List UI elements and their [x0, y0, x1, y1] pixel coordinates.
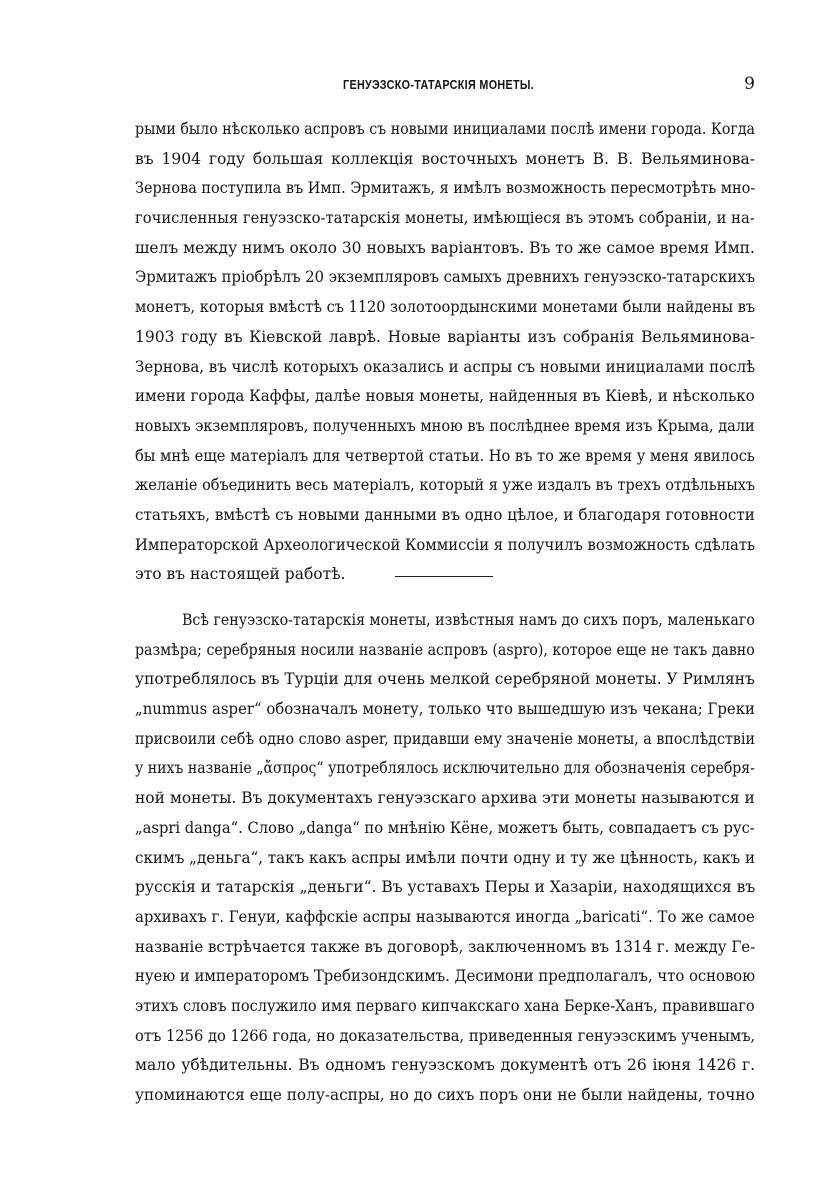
text-line: скимъ „деньга“, такъ какъ аспры имѣли почти одну и ту же цѣнность, какъ и [135, 848, 755, 867]
text-line: размѣра; серебряныя носили названіе аспровъ (asprо), которое еще не такъ давно [135, 640, 755, 659]
text-line: этихъ словъ послужило имя перваго кипчакскаго хана Берке-Ханъ, правившаго [135, 996, 755, 1015]
text-line: архивахъ г. Генуи, каффскіе аспры называются иногда „baricati“. То же самое [135, 907, 755, 926]
text-line: 1903 году въ Кіевской лаврѣ. Новые варіанты изъ собранія Вельяминова- [135, 327, 755, 346]
text-line: гочисленныя генуэзско-татарскія монеты, имѣющіеся въ этомъ собраніи, и на- [135, 209, 755, 228]
text-line: шелъ между нимъ около 30 новыхъ варіантовъ. Въ то же самое время Имп. [135, 238, 755, 257]
paragraph-2 [135, 606, 755, 1111]
text-line: мало убѣдительны. Въ одномъ генуэзскомъ документѣ отъ 26 іюня 1426 г. [135, 1056, 755, 1075]
text-line: Зернова поступила въ Имп. Эрмитажъ, я имѣлъ возможность пересмотрѣть мно- [135, 179, 755, 198]
text-line: это въ настоящей работѣ. [135, 565, 346, 584]
text-line: названіе встрѣчается также въ договорѣ, заключенномъ въ 1314 г. между Ге- [135, 937, 755, 956]
page-header [135, 66, 755, 106]
text-line: Всѣ генуэзско-татарскія монеты, извѣстныя намъ до сихъ поръ, маленькаго [182, 611, 755, 629]
text-line: Императорской Археологической Коммиссіи я получилъ возможность сдѣлать [135, 535, 755, 554]
text-line: рыми было нѣсколько аспровъ съ новыми инициалами послѣ имени города. Когда [135, 120, 755, 138]
text-line: Эрмитажъ пріобрѣлъ 20 экземпляровъ самыхъ древнихъ генуэзско-татарскихъ [135, 268, 755, 287]
text-line: „nummus asper“ обозначалъ монету, только что вышедшую изъ чекана; Греки [135, 700, 755, 719]
text-line: у нихъ названіе „ἄσπρος“ употреблялось исключительно для обозначенія серебря- [135, 759, 755, 778]
text-line: новыхъ экземпляровъ, полученныхъ мною въ послѣднее время изъ Крыма, дали [135, 416, 755, 435]
text-line: желаніе объединить весь матеріалъ, который я уже издалъ въ трехъ отдѣльныхъ [135, 476, 755, 495]
text-line: монетъ, которыя вмѣстѣ съ 1120 золотоордынскими монетами были найдены въ [135, 298, 755, 317]
text-line: нуею и императоромъ Требизондскимъ. Десимони предполагалъ, что основою [135, 967, 755, 986]
text-line: Зернова, въ числѣ которыхъ оказались и аспры съ новыми инициалами послѣ [135, 357, 755, 376]
text-line: „asprі dangа“. Слово „danga“ по мнѣнію Кёне, можетъ быть, совпадаетъ съ рус- [135, 818, 755, 837]
text-line: бы мнѣ еще матеріалъ для четвертой статьи. Но въ то же время у меня явилось [135, 446, 755, 465]
paragraph-1 [135, 115, 755, 590]
text-line: русскія и татарскія „деньги“. Въ уставахъ Перы и Хазаріи, находящихся въ [135, 878, 755, 897]
text-line: въ 1904 году большая коллекція восточныхъ монетъ В. В. Вельяминова- [135, 149, 755, 168]
section-divider [395, 576, 493, 577]
text-line: упоминаются еще полу-аспры, но до сихъ поръ они не были найдены, точно [135, 1086, 755, 1104]
running-title: ГЕНУЭЗСКО-ТАТАРСКІЯ МОНЕТЫ. [343, 78, 535, 92]
text-line: употреблялось въ Турціи для очень мелкой серебряной монеты. У Римлянъ [135, 670, 755, 689]
text-line: отъ 1256 до 1266 года, но доказательства, приведенныя генуэзскимъ ученымъ, [135, 1026, 755, 1045]
text-line: статьяхъ, вмѣстѣ съ новыми данными въ одно цѣлое, и благодаря готовности [135, 505, 755, 524]
page-number: 9 [744, 74, 755, 94]
text-line: присвоили себѣ одно слово asper, придавши ему значеніе монеты, а впослѣдствіи [135, 729, 755, 748]
text-line: имени города Каффы, далѣе новыя монеты, найденныя въ Кіевѣ, и нѣсколько [135, 387, 755, 406]
text-line: ной монеты. Въ документахъ генуэзскаго архива эти монеты называются и [135, 789, 755, 808]
